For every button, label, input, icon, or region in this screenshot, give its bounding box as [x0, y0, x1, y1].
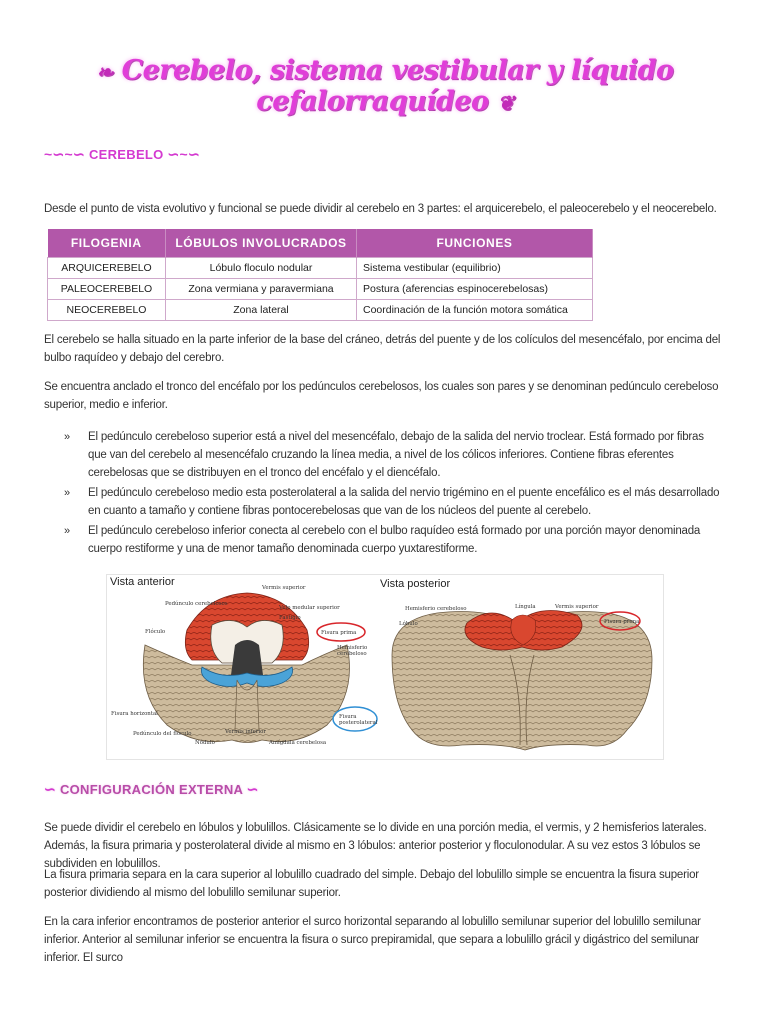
svg-text:Vermis inferior: Vermis inferior — [225, 729, 266, 735]
svg-text:Velo medular superior: Velo medular superior — [279, 605, 340, 611]
list-item-text: El pedúnculo cerebeloso superior está a nivel del mesencéfalo, debajo de la salida del nervio troclear. Está formado por fibras que van del cerebelo al mesencéfalo cruzando la línea media, a nivel de los cólicos inferiores. Contiene fibras eferentes cerebelosas que se distribuyen en el tronco del encéfalo y el diencéfalo. — [88, 431, 704, 479]
svg-text:Fastigio: Fastigio — [279, 615, 301, 621]
list-item — [64, 428, 724, 482]
list-item-text: El pedúnculo cerebeloso inferior conecta al cerebelo con el bulbo raquídeo está formado por una porción mayor denominada cuerpo restiforme y una de menor tamaño denominada cuerpo yuxtarestiforme. — [88, 525, 701, 555]
peduncle-bullet-list — [64, 428, 724, 560]
list-item — [64, 484, 724, 520]
paragraph-location: El cerebelo se halla situado en la parte inferior de la base del cráneo, detrás del puente y de los colículos del mesencéfalo, por encima del bulbo raquídeo y debajo del cerebro. — [44, 334, 721, 364]
table-header-row — [48, 229, 593, 258]
svg-text:Amígdala cerebelosa: Amígdala cerebelosa — [269, 740, 327, 746]
svg-text:Flóculo: Flóculo — [145, 629, 166, 635]
section-heading-cerebelo — [44, 146, 200, 163]
swirl-ornament-icon: ∽~∽ — [167, 146, 201, 162]
list-item — [64, 522, 724, 558]
heading-text: CONFIGURACIÓN EXTERNA — [59, 782, 243, 797]
svg-text:Fisura: Fisura — [339, 714, 357, 720]
heading-text: CEREBELO — [88, 147, 164, 162]
svg-text:Pedúnculo cerebelosos: Pedúnculo cerebelosos — [165, 601, 228, 607]
table-cell: Lóbulo floculo nodular — [166, 258, 357, 279]
bullet-marker: » — [64, 431, 70, 443]
posterior-view-caption: Vista posterior — [380, 578, 451, 590]
svg-text:Fisura prima: Fisura prima — [604, 619, 640, 625]
svg-text:Hemisferio: Hemisferio — [337, 645, 368, 651]
svg-text:Pedúnculo del flóculo: Pedúnculo del flóculo — [133, 731, 192, 737]
table-cell: Coordinación de la función motora somática — [357, 300, 593, 321]
anterior-view-drawing — [111, 585, 378, 746]
paragraph-config-3: En la cara inferior encontramos de posterior anterior el surco horizontal separando al lobulillo semilunar superior del lobulillo semilunar inferior. Anterior al semilunar inferior se encuentra la fisura o surco prepiramidal, que separa a lobulillo grácil y digástrico del semilunar inferior. El surco — [44, 916, 701, 964]
list-item-text: El pedúnculo cerebeloso medio esta posterolateral a la salida del nervio trigémino en el puente encefálico es el más desarrollado en cuanto a tamaño y contiene fibras pontocerebelosas que van de los núcleos del puente al cerebelo. — [88, 487, 720, 517]
table-row — [48, 279, 593, 300]
swirl-ornament-icon: ∽ — [44, 781, 57, 797]
svg-text:Fisura prima: Fisura prima — [321, 630, 357, 636]
paragraph-intro: Desde el punto de vista evolutivo y funcional se puede dividir al cerebelo en 3 partes: el arquicerebelo, el paleocerebelo y el neocerebelo. — [44, 203, 717, 215]
svg-text:Nódulo: Nódulo — [195, 740, 215, 746]
svg-text:Fisura horizontal: Fisura horizontal — [111, 711, 158, 717]
bullet-marker: » — [64, 487, 70, 499]
table-header-cell: LÓBULOS INVOLUCRADOS — [166, 229, 357, 258]
anterior-view-caption: Vista anterior — [110, 576, 175, 588]
paragraph-config-1: Se puede dividir el cerebelo en lóbulos y lobulillos. Clásicamente se lo divide en una porción media, el vermis, y 2 hemisferios laterales. Además, la fisura primaria y posterolateral divide al mismo en 3 lóbulos: anterior posterior y floculonodular. A su vez estos 3 lóbulos se subdividen en lobulillos. — [44, 822, 707, 870]
bullet-marker: » — [64, 525, 70, 537]
svg-text:posterolateral: posterolateral — [339, 720, 378, 726]
paragraph-config-2: La fisura primaria separa en la cara superior al lobulillo cuadrado del simple. Debajo del lobulillo simple se encuentra la fisura superior posterior dividiendo al mismo del lobulillo semilunar superior. — [44, 869, 699, 899]
title-text: Cerebelo, sistema vestibular y líquido cefalorraquídeo — [121, 55, 674, 117]
section-heading-configuracion — [44, 781, 259, 798]
swirl-ornament-icon: ~∽~∽ — [44, 146, 86, 162]
svg-text:Lóbulo: Lóbulo — [399, 621, 418, 627]
svg-text:Língula: Língula — [515, 604, 536, 610]
phylogeny-table — [47, 229, 593, 321]
table-cell: ARQUICEREBELO — [48, 258, 166, 279]
svg-text:Vermis superior: Vermis superior — [262, 585, 306, 591]
title-ornament-right: ❦ — [497, 91, 514, 115]
table-cell: Zona vermiana y paravermiana — [166, 279, 357, 300]
table-row — [48, 300, 593, 321]
swirl-ornament-icon: ∽ — [246, 781, 259, 797]
cerebellum-figure — [106, 574, 664, 760]
title-ornament-left: ❧ — [96, 60, 113, 84]
table-cell: PALEOCEREBELO — [48, 279, 166, 300]
table-cell: Zona lateral — [166, 300, 357, 321]
table-row — [48, 258, 593, 279]
svg-text:Hemisferio cerebeloso: Hemisferio cerebeloso — [405, 606, 467, 612]
table-cell: Sistema vestibular (equilibrio) — [357, 258, 593, 279]
table-cell: NEOCEREBELO — [48, 300, 166, 321]
document-title — [40, 55, 730, 117]
table-cell: Postura (aferencias espinocerebelosas) — [357, 279, 593, 300]
table-header-cell: FILOGENIA — [48, 229, 166, 258]
table-header-cell: FUNCIONES — [357, 229, 593, 258]
cerebellum-illustration — [107, 575, 663, 759]
posterior-view-drawing — [392, 603, 652, 750]
paragraph-anchorage: Se encuentra anclado el tronco del encéfalo por los pedúnculos cerebelosos, los cuales son pares y se denominan pedúnculo cerebeloso superior, medio e inferior. — [44, 381, 719, 411]
svg-text:Vermis superior: Vermis superior — [555, 604, 599, 610]
svg-text:cerebeloso: cerebeloso — [337, 651, 367, 657]
